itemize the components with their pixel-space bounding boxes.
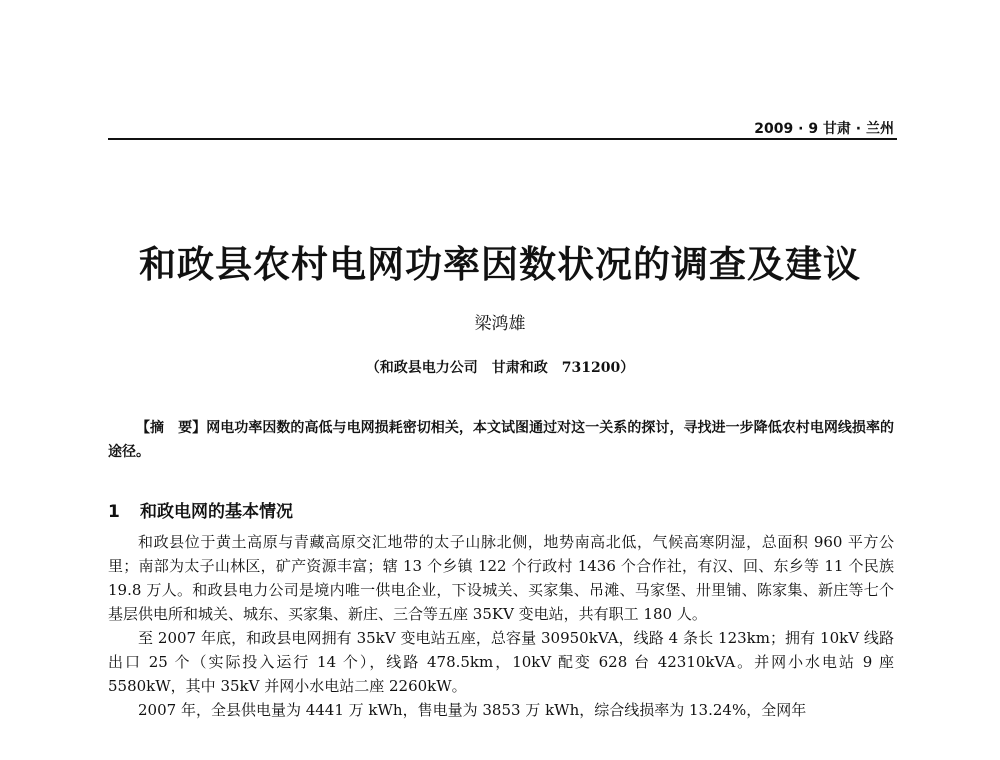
body-paragraph: 和政县位于黄土高原与青藏高原交汇地带的太子山脉北侧，地势南高北低，气候高寒阴湿，总面积 960 平方公里；南部为太子山林区，矿产资源丰富；辖 13 个乡镇 122 个行政村 1436 个合作社，有汉、回、东乡等 11 个民族 19.8 万人。和政县电力公司是境内唯一供电企业，下设城关、买家集、吊滩、马家堡、卅里铺、陈家集、新庄等七个基层供电所和城关、城东、买家集、新庄、三合等五座 35KV 变电站，共有职工 180 人。 bbox=[108, 533, 894, 623]
abstract-label: 【摘 要】 bbox=[136, 420, 207, 436]
section-body bbox=[108, 530, 894, 722]
abstract bbox=[108, 416, 894, 464]
header-rule bbox=[108, 138, 897, 140]
body-paragraph: 2007 年，全县供电量为 4441 万 kWh，售电量为 3853 万 kWh，综合线损率为 13.24%，全网年 bbox=[138, 701, 807, 719]
section-number: 1 bbox=[108, 502, 120, 522]
author-affiliation: （和政县电力公司 甘肃和政 731200） bbox=[365, 360, 635, 376]
article-title: 和政县农村电网功率因数状况的调查及建议 bbox=[139, 242, 861, 286]
section-title: 和政电网的基本情况 bbox=[140, 502, 293, 522]
body-paragraph: 至 2007 年底，和政县电网拥有 35kV 变电站五座，总容量 30950kVA，线路 4 条长 123km；拥有 10kV 线路出口 25 个（实际投入运行 14 个），线路 478.5km，10kV 配变 628 台 42310kVA。并网小水电站 9 座 5580kW，其中 35kV 并网小水电站二座 2260kW。 bbox=[108, 629, 894, 695]
author-name: 梁鸿雄 bbox=[474, 314, 526, 334]
abstract-text: 网电功率因数的高低与电网损耗密切相关，本文试图通过对这一关系的探讨，寻找进一步降低农村电网线损率的途径。 bbox=[108, 420, 895, 460]
section-heading bbox=[108, 497, 894, 522]
running-header: 2009 · 9 甘肃 · 兰州 bbox=[754, 121, 894, 137]
